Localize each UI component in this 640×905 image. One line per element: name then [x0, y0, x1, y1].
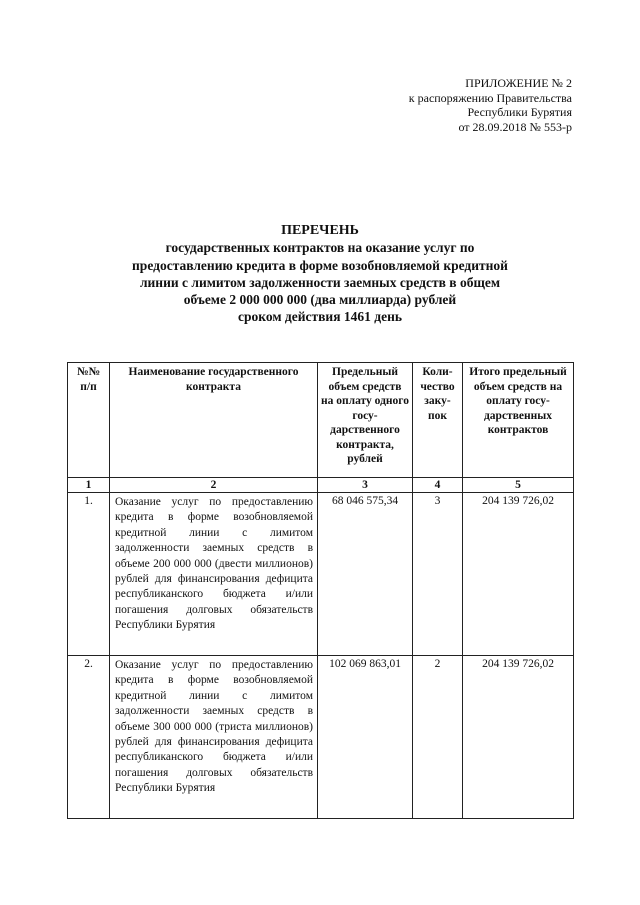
header-purchase-count: Коли- чество заку- пок: [413, 363, 463, 478]
total-limit: 204 139 726,02: [463, 493, 574, 656]
contracts-table: [67, 362, 574, 819]
title-line: линии с лимитом задолженности заемных средств в общем: [139, 274, 501, 290]
document-title: [0, 222, 640, 326]
column-number: 5: [463, 478, 574, 493]
title-line: объеме 2 000 000 000 (два миллиарда) рублей: [183, 292, 457, 308]
contract-limit: 102 069 863,01: [318, 656, 413, 819]
total-limit: 204 139 726,02: [463, 656, 574, 819]
appendix-order-line: к распоряжению Правительства: [408, 90, 572, 105]
column-number: 3: [318, 478, 413, 493]
column-number: 2: [110, 478, 318, 493]
appendix-authority: Республики Бурятия: [467, 105, 572, 119]
appendix-header: [409, 76, 572, 134]
title-line: предоставлению кредита в форме возобновляемой кредитной: [132, 257, 508, 273]
title-main: ПЕРЕЧЕНЬ: [281, 223, 359, 238]
column-number: 1: [68, 478, 110, 493]
appendix-date-number: от 28.09.2018 № 553-р: [458, 119, 572, 134]
header-limit-per-contract: Предельный объем средств на оплату одного госу- дарственного контракта, рублей: [318, 363, 413, 478]
title-line: сроком действия 1461 день: [238, 309, 402, 325]
contract-name: Оказание услуг по предоставлению кредита в форме возобновляемой кредитной линии с лимитом задолженности заемных средств в объеме 200 000 000 (двести миллионов) рублей для финансирования дефицита республиканского бюджета и/или погашения долговых обязательств Республики Бурятия: [110, 493, 318, 656]
row-number: 2.: [68, 656, 110, 819]
row-number: 1.: [68, 493, 110, 656]
table-row: [68, 656, 574, 819]
table-row: [68, 493, 574, 656]
header-number: №№ п/п: [68, 363, 110, 478]
header-total-limit: Итого предельный объем средств на оплату госу- дарственных контрактов: [463, 363, 574, 478]
purchase-count: 3: [413, 493, 463, 656]
header-contract-name: Наименование государственного контракта: [110, 363, 318, 478]
appendix-title: ПРИЛОЖЕНИЕ № 2: [465, 76, 572, 90]
purchase-count: 2: [413, 656, 463, 819]
contract-limit: 68 046 575,34: [318, 493, 413, 656]
title-line: государственных контрактов на оказание услуг по: [165, 240, 475, 256]
column-number: 4: [413, 478, 463, 493]
contract-name: Оказание услуг по предоставлению кредита в форме возобновляемой кредитной линии с лимитом задолженности заемных средств в объеме 300 000 000 (триста миллионов) рублей для финансирования дефицита республиканского бюджета и/или погашения долговых обязательств Республики Бурятия: [110, 656, 318, 819]
column-number-row: [68, 478, 574, 493]
table-header-row: [68, 363, 574, 478]
